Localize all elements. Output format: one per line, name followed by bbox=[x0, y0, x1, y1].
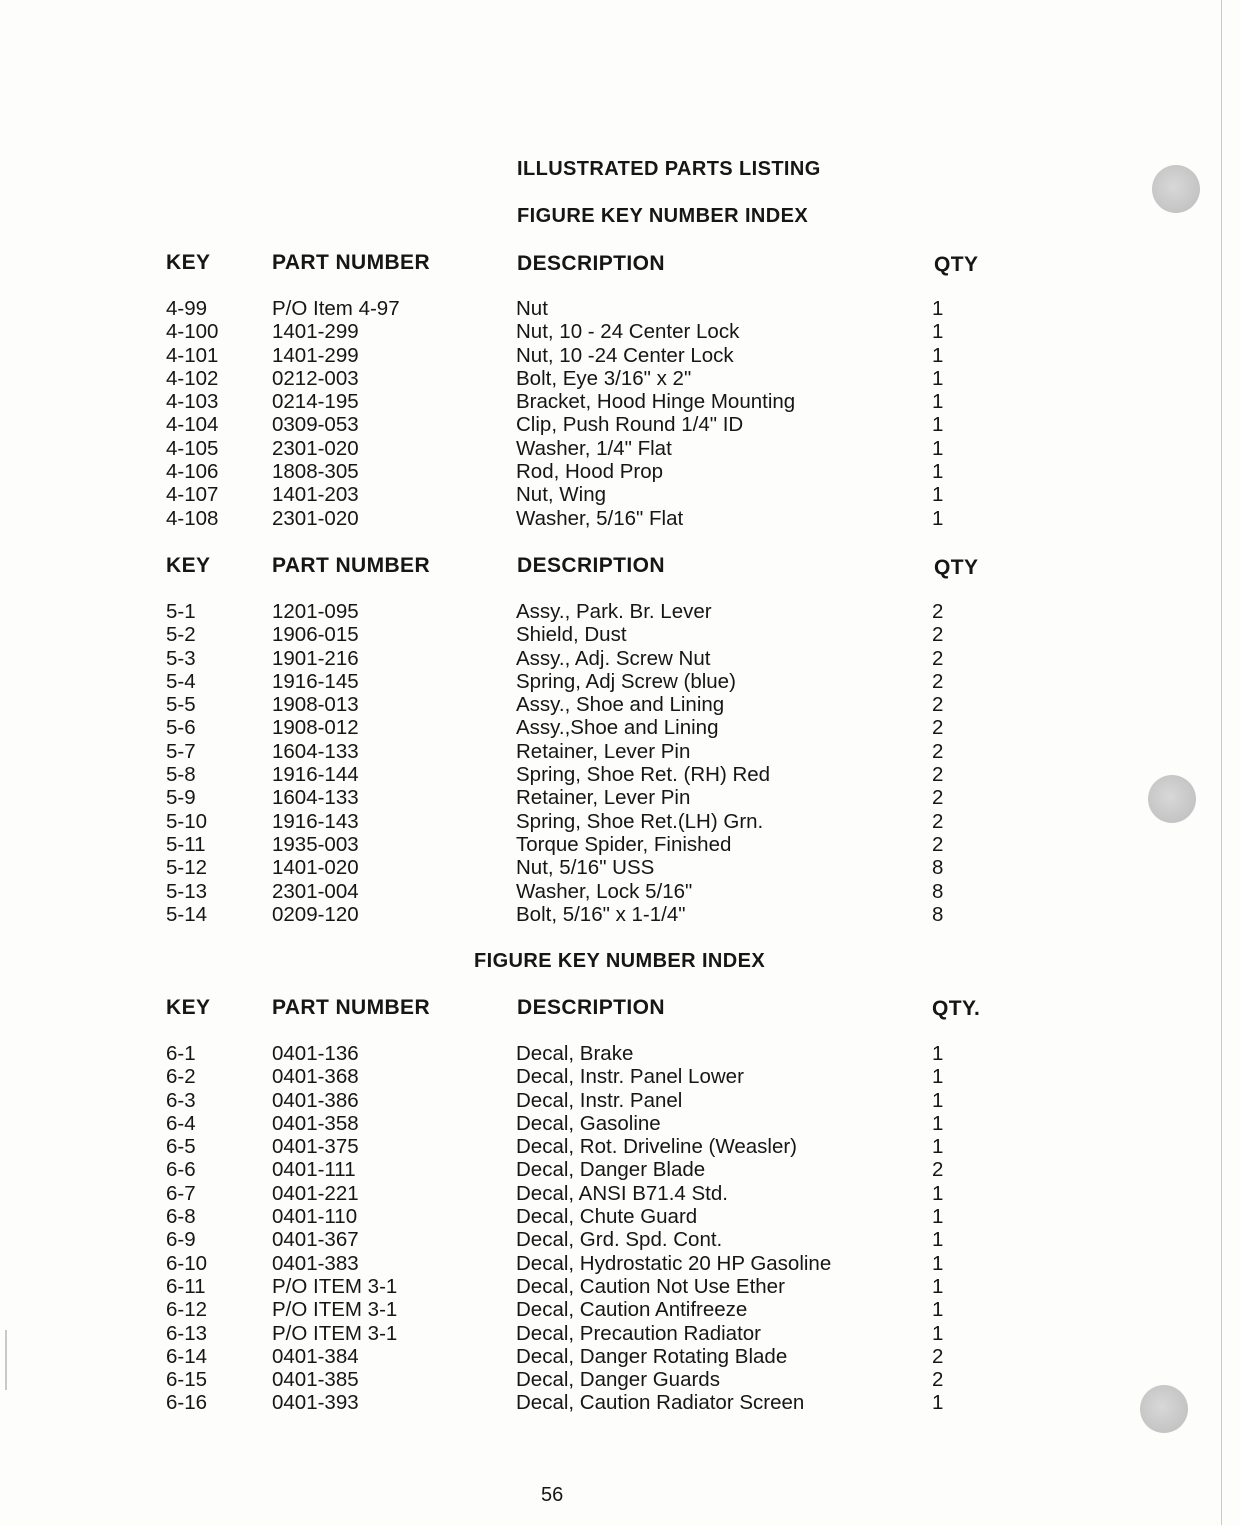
description-cell: Decal, Danger Rotating Blade bbox=[516, 1344, 788, 1368]
table-row bbox=[0, 1182, 1240, 1205]
part-number-cell: P/O Item 4-97 bbox=[272, 297, 400, 320]
description-cell: Nut, 5/16" USS bbox=[516, 856, 655, 880]
description-cell: Bolt, Eye 3/16" x 2" bbox=[516, 366, 692, 390]
description-cell: Decal, Brake bbox=[516, 1042, 634, 1065]
qty-cell: 1 bbox=[932, 506, 944, 530]
key-cell: 6-2 bbox=[166, 1065, 196, 1089]
table-row bbox=[0, 1298, 1240, 1321]
key-cell: 6-9 bbox=[166, 1228, 196, 1252]
description-cell: Retainer, Lever Pin bbox=[516, 739, 691, 763]
part-number-cell: 1916-143 bbox=[272, 809, 359, 833]
description-cell: Nut, 10 -24 Center Lock bbox=[516, 343, 734, 367]
table-row bbox=[0, 856, 1240, 879]
key-cell: 6-3 bbox=[166, 1088, 196, 1112]
description-cell: Decal, Hydrostatic 20 HP Gasoline bbox=[516, 1251, 832, 1275]
part-number-cell: 0401-385 bbox=[272, 1368, 359, 1392]
table-row bbox=[0, 1158, 1240, 1181]
qty-cell: 1 bbox=[932, 390, 944, 414]
key-cell: 5-2 bbox=[166, 623, 196, 647]
qty-cell: 1 bbox=[932, 1065, 944, 1089]
table-row bbox=[0, 693, 1240, 716]
parts-table-1 bbox=[0, 297, 1240, 530]
header-part-number: PART NUMBER bbox=[272, 554, 431, 577]
key-cell: 4-104 bbox=[166, 413, 219, 437]
key-cell: 4-107 bbox=[166, 483, 219, 507]
table-row bbox=[0, 1089, 1240, 1112]
description-cell: Washer, Lock 5/16" bbox=[516, 879, 693, 903]
part-number-cell: 0401-384 bbox=[272, 1344, 359, 1368]
parts-table-3 bbox=[0, 1042, 1240, 1415]
part-number-cell: 1401-299 bbox=[272, 320, 359, 344]
part-number-cell: 1401-299 bbox=[272, 343, 359, 367]
key-cell: 6-7 bbox=[166, 1181, 196, 1205]
table-row bbox=[0, 1391, 1240, 1414]
qty-cell: 2 bbox=[932, 809, 944, 833]
description-cell: Bracket, Hood Hinge Mounting bbox=[516, 390, 796, 414]
key-cell: 6-5 bbox=[166, 1135, 196, 1159]
description-cell: Decal, Caution Radiator Screen bbox=[516, 1391, 805, 1415]
table-row bbox=[0, 716, 1240, 739]
description-cell: Rod, Hood Prop bbox=[516, 460, 664, 484]
key-cell: 5-1 bbox=[166, 600, 196, 623]
table-row bbox=[0, 763, 1240, 786]
header-description: DESCRIPTION bbox=[517, 996, 665, 1019]
description-cell: Decal, Caution Antifreeze bbox=[516, 1298, 748, 1322]
table-row bbox=[0, 786, 1240, 809]
index-title-1: FIGURE KEY NUMBER INDEX bbox=[517, 205, 809, 227]
table-row bbox=[0, 1228, 1240, 1251]
description-cell: Assy.,Shoe and Lining bbox=[516, 716, 719, 740]
key-cell: 4-101 bbox=[166, 343, 219, 367]
qty-cell: 1 bbox=[932, 1181, 944, 1205]
key-cell: 5-7 bbox=[166, 739, 196, 763]
index-title-2: FIGURE KEY NUMBER INDEX bbox=[474, 950, 766, 972]
header-part-number: PART NUMBER bbox=[272, 251, 431, 274]
part-number-cell: 2301-020 bbox=[272, 506, 359, 530]
qty-cell: 1 bbox=[932, 1042, 944, 1065]
table-row bbox=[0, 600, 1240, 623]
key-cell: 5-8 bbox=[166, 763, 196, 787]
table-row bbox=[0, 903, 1240, 926]
table-row bbox=[0, 413, 1240, 436]
qty-cell: 1 bbox=[932, 320, 944, 344]
part-number-cell: 1401-203 bbox=[272, 483, 359, 507]
key-cell: 5-5 bbox=[166, 693, 196, 717]
description-cell: Nut bbox=[516, 297, 548, 320]
parts-table-2 bbox=[0, 600, 1240, 926]
description-cell: Decal, Instr. Panel bbox=[516, 1088, 683, 1112]
description-cell: Assy., Shoe and Lining bbox=[516, 693, 725, 717]
part-number-cell: 1604-133 bbox=[272, 786, 359, 810]
page-number: 56 bbox=[541, 1484, 564, 1506]
table-row bbox=[0, 670, 1240, 693]
part-number-cell: 1906-015 bbox=[272, 623, 359, 647]
key-cell: 6-8 bbox=[166, 1205, 196, 1229]
description-cell: Clip, Push Round 1/4" ID bbox=[516, 413, 744, 437]
key-cell: 5-4 bbox=[166, 669, 196, 693]
qty-cell: 2 bbox=[932, 739, 944, 763]
part-number-cell: 0401-110 bbox=[272, 1205, 358, 1229]
description-cell: Decal, ANSI B71.4 Std. bbox=[516, 1181, 728, 1205]
qty-cell: 2 bbox=[932, 623, 944, 647]
part-number-cell: 0401-136 bbox=[272, 1042, 359, 1065]
key-cell: 6-15 bbox=[166, 1368, 208, 1392]
description-cell: Spring, Shoe Ret.(LH) Grn. bbox=[516, 809, 764, 833]
key-cell: 6-4 bbox=[166, 1111, 196, 1135]
header-key: KEY bbox=[166, 996, 211, 1019]
part-number-cell: P/O ITEM 3-1 bbox=[272, 1298, 398, 1322]
qty-cell: 1 bbox=[932, 1135, 944, 1159]
qty-cell: 2 bbox=[932, 669, 944, 693]
header-part-number: PART NUMBER bbox=[272, 996, 431, 1019]
header-description: DESCRIPTION bbox=[517, 554, 665, 577]
part-number-cell: 0401-221 bbox=[272, 1181, 359, 1205]
qty-cell: 1 bbox=[932, 366, 944, 390]
qty-cell: 1 bbox=[932, 1228, 944, 1252]
header-key: KEY bbox=[166, 251, 211, 274]
key-cell: 4-105 bbox=[166, 436, 219, 460]
qty-cell: 2 bbox=[932, 1368, 944, 1392]
key-cell: 6-10 bbox=[166, 1251, 208, 1275]
part-number-cell: 0401-375 bbox=[272, 1135, 359, 1159]
key-cell: 6-12 bbox=[166, 1298, 208, 1322]
table-row bbox=[0, 1275, 1240, 1298]
table-row bbox=[0, 810, 1240, 833]
key-cell: 6-6 bbox=[166, 1158, 196, 1182]
header-qty: QTY bbox=[934, 253, 979, 276]
key-cell: 4-103 bbox=[166, 390, 219, 414]
key-cell: 6-14 bbox=[166, 1344, 208, 1368]
part-number-cell: 0209-120 bbox=[272, 902, 359, 926]
key-cell: 4-100 bbox=[166, 320, 219, 344]
qty-cell: 2 bbox=[932, 646, 944, 670]
part-number-cell: 1935-003 bbox=[272, 832, 359, 856]
qty-cell: 2 bbox=[932, 1158, 944, 1182]
description-cell: Spring, Adj Screw (blue) bbox=[516, 669, 736, 693]
key-cell: 5-3 bbox=[166, 646, 196, 670]
table-row bbox=[0, 623, 1240, 646]
qty-cell: 8 bbox=[932, 856, 944, 880]
table-row bbox=[0, 1042, 1240, 1065]
table-row bbox=[0, 344, 1240, 367]
table-row bbox=[0, 1252, 1240, 1275]
description-cell: Decal, Precaution Radiator bbox=[516, 1321, 761, 1345]
part-number-cell: 0401-383 bbox=[272, 1251, 359, 1275]
table-row bbox=[0, 1112, 1240, 1135]
table-row bbox=[0, 367, 1240, 390]
qty-cell: 1 bbox=[932, 1298, 944, 1322]
part-number-cell: 0401-368 bbox=[272, 1065, 359, 1089]
table-row bbox=[0, 320, 1240, 343]
part-number-cell: P/O ITEM 3-1 bbox=[272, 1274, 398, 1298]
table-row bbox=[0, 507, 1240, 530]
part-number-cell: 1916-145 bbox=[272, 669, 359, 693]
part-number-cell: 1916-144 bbox=[272, 763, 359, 787]
description-cell: Assy., Adj. Screw Nut bbox=[516, 646, 711, 670]
qty-cell: 2 bbox=[932, 1344, 944, 1368]
qty-cell: 1 bbox=[932, 1088, 944, 1112]
header-qty: QTY. bbox=[932, 997, 981, 1020]
table-row bbox=[0, 1368, 1240, 1391]
qty-cell: 8 bbox=[932, 879, 944, 903]
qty-cell: 1 bbox=[932, 1111, 944, 1135]
description-cell: Retainer, Lever Pin bbox=[516, 786, 691, 810]
part-number-cell: 0214-195 bbox=[272, 390, 359, 414]
table-row bbox=[0, 1065, 1240, 1088]
qty-cell: 1 bbox=[932, 1321, 944, 1345]
part-number-cell: 2301-004 bbox=[272, 879, 359, 903]
qty-cell: 1 bbox=[932, 1391, 944, 1415]
qty-cell: 1 bbox=[932, 1274, 944, 1298]
table-row bbox=[0, 880, 1240, 903]
description-cell: Assy., Park. Br. Lever bbox=[516, 600, 712, 623]
description-cell: Torque Spider, Finished bbox=[516, 832, 732, 856]
key-cell: 4-99 bbox=[166, 297, 208, 320]
key-cell: 4-106 bbox=[166, 460, 219, 484]
qty-cell: 2 bbox=[932, 786, 944, 810]
description-cell: Decal, Gasoline bbox=[516, 1111, 661, 1135]
description-cell: Decal, Grd. Spd. Cont. bbox=[516, 1228, 723, 1252]
qty-cell: 1 bbox=[932, 1205, 944, 1229]
part-number-cell: 0401-386 bbox=[272, 1088, 359, 1112]
qty-cell: 2 bbox=[932, 693, 944, 717]
table-row bbox=[0, 1205, 1240, 1228]
key-cell: 5-6 bbox=[166, 716, 196, 740]
key-cell: 6-13 bbox=[166, 1321, 208, 1345]
key-cell: 5-11 bbox=[166, 832, 206, 856]
qty-cell: 1 bbox=[932, 343, 944, 367]
part-number-cell: 2301-020 bbox=[272, 436, 359, 460]
header-description: DESCRIPTION bbox=[517, 252, 665, 275]
key-cell: 6-16 bbox=[166, 1391, 208, 1415]
description-cell: Decal, Instr. Panel Lower bbox=[516, 1065, 744, 1089]
page-title: ILLUSTRATED PARTS LISTING bbox=[517, 158, 821, 180]
qty-cell: 1 bbox=[932, 460, 944, 484]
part-number-cell: 1908-013 bbox=[272, 693, 359, 717]
description-cell: Nut, 10 - 24 Center Lock bbox=[516, 320, 740, 344]
description-cell: Nut, Wing bbox=[516, 483, 606, 507]
key-cell: 4-108 bbox=[166, 506, 219, 530]
description-cell: Spring, Shoe Ret. (RH) Red bbox=[516, 763, 771, 787]
header-key: KEY bbox=[166, 554, 211, 577]
table-row bbox=[0, 740, 1240, 763]
description-cell: Bolt, 5/16" x 1-1/4" bbox=[516, 902, 686, 926]
part-number-cell: 0401-111 bbox=[272, 1158, 356, 1182]
qty-cell: 2 bbox=[932, 832, 944, 856]
part-number-cell: 1401-020 bbox=[272, 856, 359, 880]
qty-cell: 2 bbox=[932, 763, 944, 787]
description-cell: Decal, Rot. Driveline (Weasler) bbox=[516, 1135, 798, 1159]
description-cell: Decal, Danger Blade bbox=[516, 1158, 706, 1182]
table-row bbox=[0, 460, 1240, 483]
part-number-cell: 0212-003 bbox=[272, 366, 359, 390]
description-cell: Decal, Danger Guards bbox=[516, 1368, 720, 1392]
table-row bbox=[0, 1322, 1240, 1345]
qty-cell: 8 bbox=[932, 902, 944, 926]
qty-cell: 1 bbox=[932, 436, 944, 460]
table-row bbox=[0, 390, 1240, 413]
header-qty: QTY bbox=[934, 556, 979, 579]
table-row bbox=[0, 1135, 1240, 1158]
part-number-cell: 1908-012 bbox=[272, 716, 359, 740]
binder-hole-top bbox=[1152, 165, 1200, 213]
qty-cell: 1 bbox=[932, 297, 944, 320]
key-cell: 5-14 bbox=[166, 902, 208, 926]
part-number-cell: 0401-358 bbox=[272, 1111, 359, 1135]
qty-cell: 1 bbox=[932, 413, 944, 437]
table-row bbox=[0, 437, 1240, 460]
part-number-cell: P/O ITEM 3-1 bbox=[272, 1321, 398, 1345]
key-cell: 6-11 bbox=[166, 1274, 206, 1298]
table-row bbox=[0, 647, 1240, 670]
key-cell: 6-1 bbox=[166, 1042, 196, 1065]
description-cell: Decal, Chute Guard bbox=[516, 1205, 698, 1229]
part-number-cell: 1604-133 bbox=[272, 739, 359, 763]
qty-cell: 1 bbox=[932, 1251, 944, 1275]
table-row bbox=[0, 833, 1240, 856]
qty-cell: 1 bbox=[932, 483, 944, 507]
table-row bbox=[0, 1345, 1240, 1368]
qty-cell: 2 bbox=[932, 600, 944, 623]
part-number-cell: 1808-305 bbox=[272, 460, 359, 484]
key-cell: 4-102 bbox=[166, 366, 219, 390]
part-number-cell: 0309-053 bbox=[272, 413, 359, 437]
key-cell: 5-12 bbox=[166, 856, 208, 880]
part-number-cell: 0401-367 bbox=[272, 1228, 359, 1252]
description-cell: Washer, 1/4" Flat bbox=[516, 436, 672, 460]
part-number-cell: 1901-216 bbox=[272, 646, 359, 670]
table-row bbox=[0, 297, 1240, 320]
key-cell: 5-10 bbox=[166, 809, 208, 833]
part-number-cell: 1201-095 bbox=[272, 600, 359, 623]
part-number-cell: 0401-393 bbox=[272, 1391, 359, 1415]
table-row bbox=[0, 483, 1240, 506]
description-cell: Decal, Caution Not Use Ether bbox=[516, 1274, 785, 1298]
description-cell: Washer, 5/16" Flat bbox=[516, 506, 684, 530]
description-cell: Shield, Dust bbox=[516, 623, 627, 647]
key-cell: 5-13 bbox=[166, 879, 208, 903]
qty-cell: 2 bbox=[932, 716, 944, 740]
key-cell: 5-9 bbox=[166, 786, 196, 810]
